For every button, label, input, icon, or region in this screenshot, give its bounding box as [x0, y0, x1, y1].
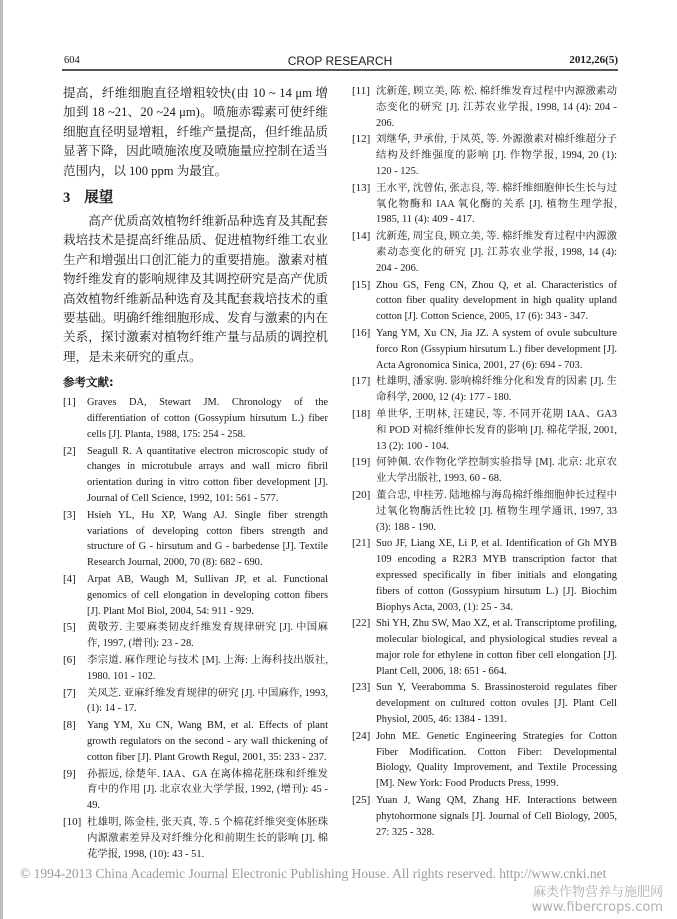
reference-number: [11]: [352, 85, 370, 97]
page-edge: [0, 0, 3, 919]
section-number: 3: [63, 190, 71, 207]
reference-number: [14]: [352, 230, 371, 243]
reference-number: [8]: [63, 719, 76, 732]
reference-text: 何钟佩. 农作物化学控制实验指导 [M]. 北京: 北京农业大学出版社, 1993. 60 - 68.: [376, 457, 617, 485]
header-rule: [62, 69, 618, 71]
reference-text: Yang YM, Xu CN, Wang BM, et al. Effects of plant growth regulators on the second - ary wall thickening of cotton fiber [J]. Plant Growth Regul, 2001, 35: 233 - 237.: [87, 720, 328, 763]
reference-item: [352, 729, 617, 792]
reference-number: [21]: [352, 537, 371, 550]
watermark-text: 麻类作物营养与施肥网: [532, 885, 663, 900]
reference-item: [63, 686, 328, 718]
reference-number: [15]: [352, 278, 371, 291]
watermark: [532, 885, 663, 915]
reference-text: 单世华, 王明林, 汪建民, 等. 不同开花期 IAA、GA3 和 POD 对棉纤维伸长发育的影响 [J]. 棉花学报, 2001, 13 (2): 100 - 104.: [376, 408, 617, 452]
left-column: [63, 84, 328, 863]
reference-number: [16]: [352, 326, 371, 339]
issue-info: 2012,26(5): [569, 54, 618, 66]
body-paragraph: 高产优质高效植物纤维新品种选育及其配套栽培技术是提高纤维品质、促进植物纤维工农业生产和增强出口创汇能力的重要措施。激素对植物纤维发育的影响规律及其调控研究是高产优质高效植物纤维新品种选育及其配套栽培技术的重要基础。明确纤维细胞形成、发育与激素的内在关系，探讨激素对植物纤维产量与品质的调控机理，是未来研究的重点。: [63, 214, 328, 364]
reference-item: [63, 508, 328, 571]
reference-text: Yuan J, Wang QM, Zhang HF. Interactions between phytohormone signals [J]. Journal of Cell Biology, 2005, 27: 325 - 328.: [376, 795, 617, 838]
reference-number: [19]: [352, 456, 371, 469]
reference-number: [17]: [352, 375, 371, 388]
page-number: 604: [64, 55, 80, 66]
copyright-footer: © 1994-2013 China Academic Journal Electronic Publishing House. All rights reserved. http://www.cnki.net: [20, 866, 607, 881]
reference-item: [352, 616, 617, 679]
reference-number: [25]: [352, 794, 371, 807]
reference-text: 杜雄明, 陈金桂, 张天真, 等. 5 个棉花纤维突变体胚珠内源激素差异及对纤维分化和前期生长的影响 [J]. 棉花学报, 1998, (10): 43 - 51.: [87, 817, 328, 860]
reference-item: [352, 181, 617, 228]
reference-text: 李宗道. 麻作理论与技术 [M]. 上海: 上海科技出版社, 1980. 101 - 102.: [87, 655, 328, 682]
reference-text: Zhou GS, Feng CN, Zhou Q, et al. Characteristics of cotton fiber quality development in high quality upland cotton [J]. Cotton Science, 2005, 17 (6): 343 - 347.: [376, 279, 617, 323]
reference-item: [63, 620, 328, 652]
reference-text: 沈新莲, 顾立美, 陈 松. 棉纤维发育过程中内源激素动态变化的研究 [J]. 江苏农业学报, 1998, 14 (4): 204 - 206.: [376, 86, 617, 129]
running-header: [62, 52, 618, 68]
reference-text: 孙振远, 徐楚年. IAA、GA 在离体棉花胚珠和纤维发育中的作用 [J]. 北京农业大学学报, 1992, (增刊): 45 - 49.: [87, 768, 328, 812]
reference-item: [352, 84, 617, 131]
reference-number: [6]: [63, 654, 76, 667]
reference-text: Seagull R. A quantitative electron microscopic study of changes in microtubule arrays and wall micro fibril orientation during in vitro cotton fiber development [J]. Journal of Cell Science, 1992, 101: 561 - 577.: [87, 445, 328, 505]
reference-item: [352, 793, 617, 840]
right-column: [352, 84, 617, 841]
reference-number: [3]: [63, 508, 76, 521]
reference-number: [7]: [63, 686, 76, 699]
references-heading: 参考文献:: [63, 375, 114, 390]
reference-text: Yang YM, Xu CN, Jia JZ. A system of ovule subculture forco Ron (Gssypium hirsutum L.) fiber development [J]. Acta Agronomica Sinica, 2001, 27 (6): 694 - 703.: [376, 327, 617, 371]
reference-item: [63, 767, 328, 814]
reference-number: [1]: [63, 396, 76, 409]
reference-number: [4]: [63, 573, 76, 586]
reference-item: [352, 488, 617, 535]
reference-number: [22]: [352, 617, 371, 630]
reference-text: 王水平, 沈曾佑, 张志良, 等. 棉纤维细胞伸长生长与过氧化物酶和 IAA 氧化酶的关系 [J]. 植物生理学报, 1985, 11 (4): 409 - 417.: [376, 182, 617, 226]
section-title: 展望: [84, 190, 114, 207]
reference-number: [9]: [63, 767, 76, 780]
reference-item: [352, 455, 617, 487]
reference-item: [352, 374, 617, 406]
reference-item: [352, 229, 617, 276]
reference-text: Shi YH, Zhu SW, Mao XZ, et al. Transcriptome profiling, molecular biological, and physiological studies reveal a major role for ethylene in cotton fiber cell elongation [J]. Plant Cell, 2006, 18: 651 - 664.: [376, 618, 617, 677]
body-paragraph: 提高，纤维细胞直径增粗较快(由 10 ~ 14 μm 增加到 18 ~21、20 ~24 μm)。喷施赤霉素可使纤维细胞直径明显增粗，纤维产量提高，但纤维品质显著下降，因此喷施浓度及喷施量应控制在适当范围内，以 100 ppm 为最宜。: [63, 86, 328, 178]
reference-number: [20]: [352, 488, 371, 501]
reference-text: Sun Y, Veerabomma S. Brassinosteroid regulates fiber development on cultured cotton ovules [J]. Plant Cell Physiol, 2005, 46: 1384 - 1391.: [376, 682, 617, 726]
reference-number: [13]: [352, 181, 371, 194]
reference-item: [63, 653, 328, 685]
reference-text: Arpat AB, Waugh M, Sullivan JP, et al. Functional genomics of cell elongation in developing cotton fibers [J]. Plant Mol Biol, 2004, 54: 911 - 929.: [87, 574, 328, 617]
reference-text: John ME. Genetic Engineering Strategies for Cotton Fiber Modification. Cotton Fiber: Developmental Biology, Quality Improvement, and Textile Processing [M]. New York: Food Products Press, 1999.: [376, 730, 617, 790]
reference-text: 杜雄明, 潘家驹. 影响棉纤维分化和发育的因素 [J]. 生命科学, 2000, 12 (4): 177 - 180.: [376, 376, 617, 404]
reference-text: Graves DA, Stewart JM. Chronology of the differentiation of cotton (Gossypium hirsutum L.) fiber cells [J]. Planta, 1988, 175: 254 - 258.: [87, 397, 328, 440]
reference-item: [63, 718, 328, 765]
reference-text: 董合忠, 申桂芳. 陆地棉与海岛棉纤维细胞伸长过程中过氧化物酶活性比较 [J]. 植物生理学通讯, 1997, 33 (3): 188 - 190.: [376, 489, 617, 533]
reference-number: [12]: [352, 133, 371, 146]
reference-list: [63, 395, 328, 862]
reference-number: [23]: [352, 681, 371, 694]
journal-title: CROP RESEARCH: [287, 54, 393, 68]
reference-item: [352, 536, 617, 615]
watermark-url: www.fibercrops.com: [531, 900, 663, 915]
reference-number: [5]: [63, 621, 76, 634]
reference-item: [352, 680, 617, 727]
reference-number: [18]: [352, 407, 371, 420]
reference-number: [24]: [352, 729, 371, 742]
reference-text: Suo JF, Liang XE, Li P, et al. Identification of Gh MYB 109 encoding a R2R3 MYB transcription factor that expressed specifically in fiber initials and elongating fibers of cotton (Gossypium hirsutum L.) [J]. Biochim Biophys Acta, 2003, (1): 25 - 34.: [376, 538, 617, 613]
reference-text: 黄敬芳. 主要麻类韧皮纤维发育规律研究 [J]. 中国麻作, 1997, (增刊): 23 - 28.: [87, 622, 328, 650]
reference-number: [2]: [63, 444, 76, 457]
reference-item: [63, 572, 328, 619]
reference-item: [63, 815, 328, 862]
reference-number: [10]: [63, 816, 82, 828]
reference-text: 关凤芝. 亚麻纤维发育规律的研究 [J]. 中国麻作, 1993, (1): 14 - 17.: [87, 687, 328, 715]
reference-item: [352, 278, 617, 325]
reference-item: [352, 132, 617, 179]
reference-text: Hsieh YL, Hu XP, Wang AJ. Single fiber strength variations of developing cotton fibers strength and structure of G - hirsutum and G - barbedense [J]. Textile Research Journal, 2000, 70 (8): 682 - 690.: [87, 509, 328, 569]
reference-item: [352, 407, 617, 454]
reference-text: 沈新莲, 周宝良, 顾立美, 等. 棉纤维发育过程中内源激素动态变化的研究 [J]. 江苏农业学报, 1998, 14 (4): 204 - 206.: [376, 231, 617, 274]
reference-item: [352, 326, 617, 373]
reference-list: [352, 84, 617, 840]
reference-text: 刘继华, 尹承佾, 于凤英, 等. 外源激素对棉纤维超分子结构及纤维强度的影响 [J]. 作物学报, 1994, 20 (1): 120 - 125.: [376, 134, 617, 177]
reference-item: [63, 395, 328, 442]
section-heading: [63, 186, 328, 207]
reference-item: [63, 444, 328, 507]
